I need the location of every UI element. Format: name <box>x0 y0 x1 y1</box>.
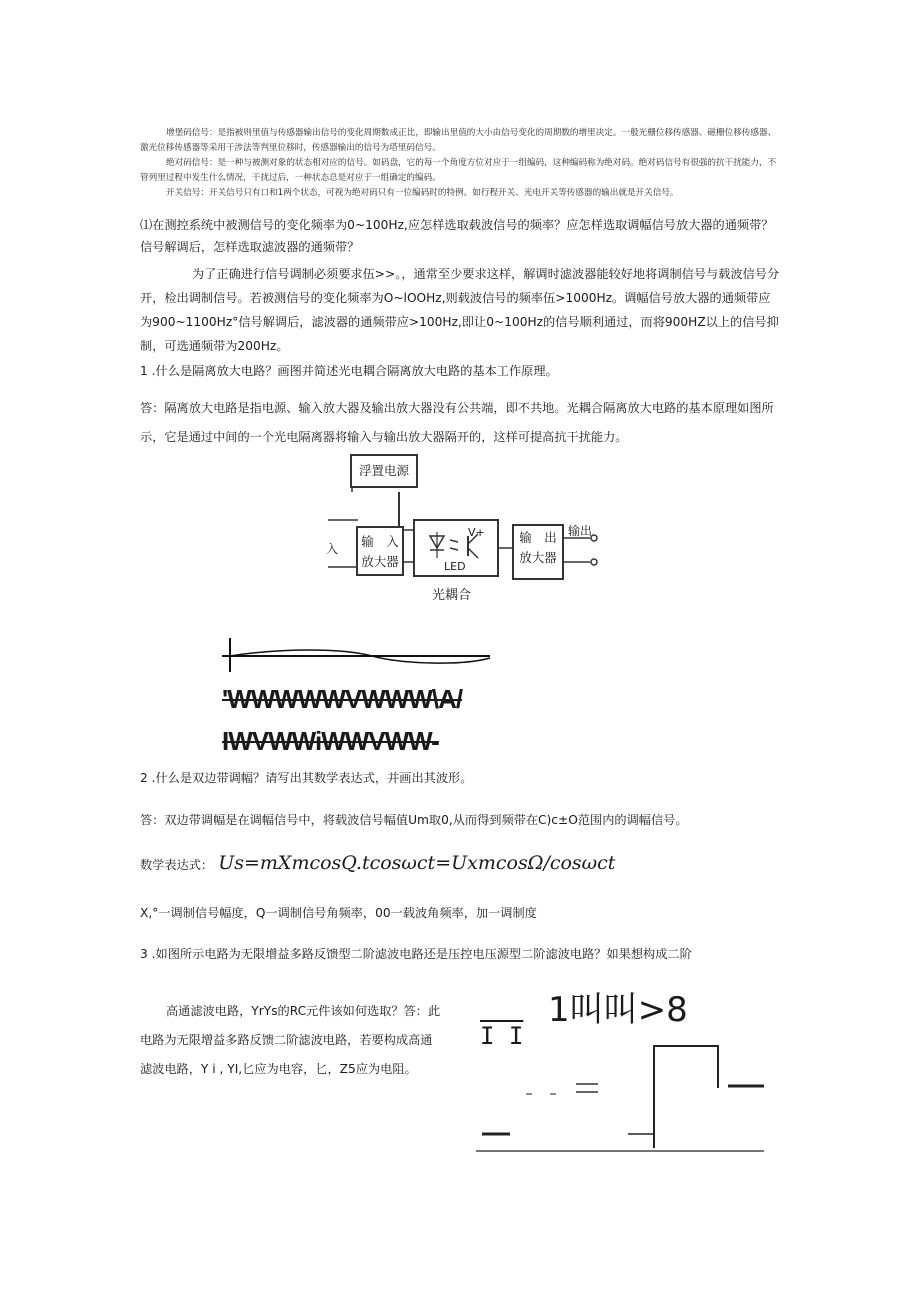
output-amplifier: 输 出 放大器 <box>512 524 564 580</box>
diagram-caption: 光耦合 <box>432 588 472 603</box>
floating-power-supply: 浮置电源 <box>350 454 418 488</box>
filter-circuit-sketch <box>476 1040 776 1180</box>
vplus-label: V+ <box>468 526 485 539</box>
formula-row <box>140 852 615 874</box>
question-4: 3 .如图所示电路为无限增益多路反馈型二阶滤波电路还是压控电压源型二阶滤波电路？如果想构成二阶 <box>140 947 692 961</box>
waveform-text-line-1: 'WWWWWVWWW\A/ <box>222 684 463 714</box>
definition-switch: 开关信号：开关信号只有口和1两个状态，可视为绝对码只有一位编码时的特例。如行程开关、光电开关等传感器的输出就是开关信号。 <box>166 188 679 198</box>
answer-4-line-1: 高通滤波电路，YrYs的RC元件该如何选取？答：此 <box>166 1004 441 1018</box>
symbol-note: X,°一调制信号幅度，Q一调制信号角频率，00一载波角频率，加一调制度 <box>140 906 537 920</box>
input-amplifier: 输 入 放大器 <box>356 526 404 576</box>
question-3: 2 .什么是双边带调幅？请写出其数学表达式，并画出其波形。 <box>140 771 473 785</box>
formula-label: 数学表达式： <box>140 858 214 872</box>
input-label: 入 <box>326 542 339 556</box>
question-2: 1 .什么是隔离放大电路？画图并简述光电耦合隔离放大电路的基本工作原理。 <box>140 364 558 378</box>
answer-4-line-2: 电路为无限增益多路反馈二阶滤波电路，若要构成高通 <box>140 1033 433 1047</box>
circuit-top-label: 1叫叫>8 <box>548 990 688 1030</box>
definition-absolute: 绝对码信号：是一种与被测对象的状态相对应的信号。如码盘，它的每一个角度方位对应于一组编码，这种编码称为绝对码。绝对码信号有很强的抗干扰能力，不管列里过程中发生什么情况，干扰过后，一种状态总是对应于一组确定的编码。 <box>140 158 777 183</box>
question-1: ⑴在测控系统中被测信号的变化频率为0~100Hz,应怎样选取载波信号的频率？应怎样选取调幅信号放大器的通频带？信号解调后，怎样选取滤波器的通频带？ <box>140 218 774 254</box>
optocoupler-diagram <box>322 452 622 602</box>
formula: Us=mXmcosQ.tcosωct=UxmcosΩ/cosωct <box>218 852 616 874</box>
circuit-left-label: I I <box>480 1022 524 1050</box>
answer-2: 答：隔离放大电路是指电源、输入放大器及输出放大器没有公共端，即不共地。光耦合隔离放大电路的基本原理如图所示，它是通过中间的一个光电隔离器将输入与输出放大器隔开的，这样可提高抗干扰能力。 <box>140 401 774 444</box>
modulated-waveform-sketch <box>222 636 522 676</box>
output-label: 输出 <box>568 524 593 538</box>
led-label: LED <box>444 560 466 573</box>
answer-1: 为了正确进行信号调制必须要求伍>>。，通常至少要求这样，解调时滤波器能较好地将调制信号与载波信号分开，检出调制信号。若被测信号的变化频率为O~lOOHz,则载波信号的频率伍>1000Hz。调幅信号放大器的通频带应为900~1100Hz°信号解调后，滤波器的通频带应>100Hz,即让0~100Hz的信号顺利通过，而将900HZ以上的信号抑制，可选通频带为200Hz。 <box>140 267 780 353</box>
answer-3: 答：双边带调幅是在调幅信号中，将载波信号幅值Um取0,从而得到频带在C)c±O范围内的调幅信号。 <box>140 813 688 827</box>
answer-4-line-3: 滤波电路，Y i , YI,匕应为电容，匕，Z5应为电阻。 <box>140 1062 417 1076</box>
definition-incremental: 增堡码信号：是指被则里值与传感器输出信号的变化周期数成正比，即输出里值的大小由信号变化的周期数的增里决定。一般光栅位移传感器、磁栅位移传感器、激光位移传感器等采用干涉法等判里位移时，传感器输出的信号为塔里码信号。 <box>140 128 777 153</box>
waveform-text-line-2: IWVWWiWWVWW- <box>222 726 439 756</box>
